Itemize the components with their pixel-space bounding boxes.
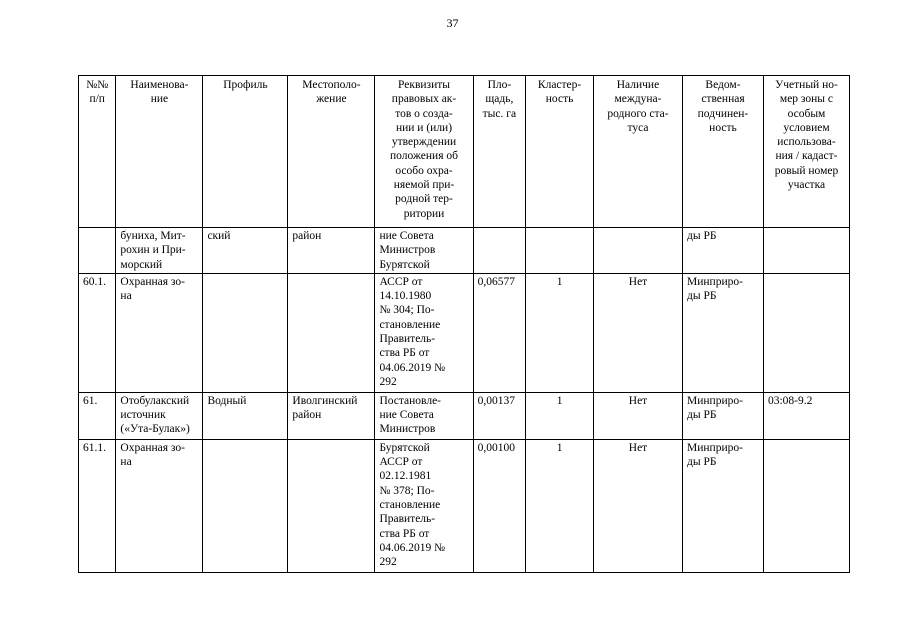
cell-location <box>288 439 375 572</box>
cell-profile <box>203 439 288 572</box>
cell-acts: ние Совета Министров Бурятской <box>375 228 473 274</box>
cell-department: Минприро- ды РБ <box>683 392 764 439</box>
cell-cadastre <box>763 439 849 572</box>
cell-area <box>473 228 526 274</box>
table-row <box>79 273 850 392</box>
cell-cluster <box>526 228 594 274</box>
cell-name: Охранная зо- на <box>116 273 203 392</box>
cell-area: 0,00100 <box>473 439 526 572</box>
header-location: Местополо- жение <box>288 76 375 228</box>
cell-cluster: 1 <box>526 273 594 392</box>
cell-cadastre: 03:08-9.2 <box>763 392 849 439</box>
cell-profile: ский <box>203 228 288 274</box>
protected-areas-table <box>78 75 850 573</box>
header-name: Наименова- ние <box>116 76 203 228</box>
cell-name: Отобулакский источник («Ута-Булак») <box>116 392 203 439</box>
cell-num: 61. <box>79 392 116 439</box>
cell-cadastre <box>763 273 849 392</box>
cell-acts: АССР от 14.10.1980 № 304; По- становление Правитель- ства РБ от 04.06.2019 № 292 <box>375 273 473 392</box>
table-row <box>79 228 850 274</box>
cell-intl-status <box>593 228 682 274</box>
header-cadastre: Учетный но- мер зоны с особым условием использова- ния / кадаст- ровый номер участка <box>763 76 849 228</box>
cell-num: 60.1. <box>79 273 116 392</box>
cell-cluster: 1 <box>526 439 594 572</box>
cell-num: 61.1. <box>79 439 116 572</box>
table-row <box>79 392 850 439</box>
cell-num <box>79 228 116 274</box>
table-row <box>79 439 850 572</box>
cell-location <box>288 273 375 392</box>
header-acts: Реквизиты правовых ак- тов о созда- нии и (или) утверждении положения об особо охра- няемой при- родной тер- ритории <box>375 76 473 228</box>
cell-acts: Бурятской АССР от 02.12.1981 № 378; По- становление Правитель- ства РБ от 04.06.2019 № 292 <box>375 439 473 572</box>
header-num: №№ п/п <box>79 76 116 228</box>
header-profile: Профиль <box>203 76 288 228</box>
cell-department: Минприро- ды РБ <box>683 273 764 392</box>
cell-location: Иволгинский район <box>288 392 375 439</box>
cell-department: ды РБ <box>683 228 764 274</box>
header-row <box>79 76 850 228</box>
page-number: 37 <box>446 16 459 30</box>
cell-name: буниха, Мит- рохин и При- морский <box>116 228 203 274</box>
header-cluster: Кластер- ность <box>526 76 594 228</box>
cell-intl-status: Нет <box>593 392 682 439</box>
cell-area: 0,00137 <box>473 392 526 439</box>
cell-location: район <box>288 228 375 274</box>
cell-intl-status: Нет <box>593 273 682 392</box>
cell-department: Минприро- ды РБ <box>683 439 764 572</box>
cell-profile <box>203 273 288 392</box>
header-area: Пло- щадь, тыс. га <box>473 76 526 228</box>
cell-cluster: 1 <box>526 392 594 439</box>
header-department: Ведом- ственная подчинен- ность <box>683 76 764 228</box>
cell-area: 0,06577 <box>473 273 526 392</box>
cell-acts: Постановле- ние Совета Министров <box>375 392 473 439</box>
cell-profile: Водный <box>203 392 288 439</box>
cell-name: Охранная зо- на <box>116 439 203 572</box>
header-intl-status: Наличие междуна- родного ста- туса <box>593 76 682 228</box>
cell-cadastre <box>763 228 849 274</box>
cell-intl-status: Нет <box>593 439 682 572</box>
